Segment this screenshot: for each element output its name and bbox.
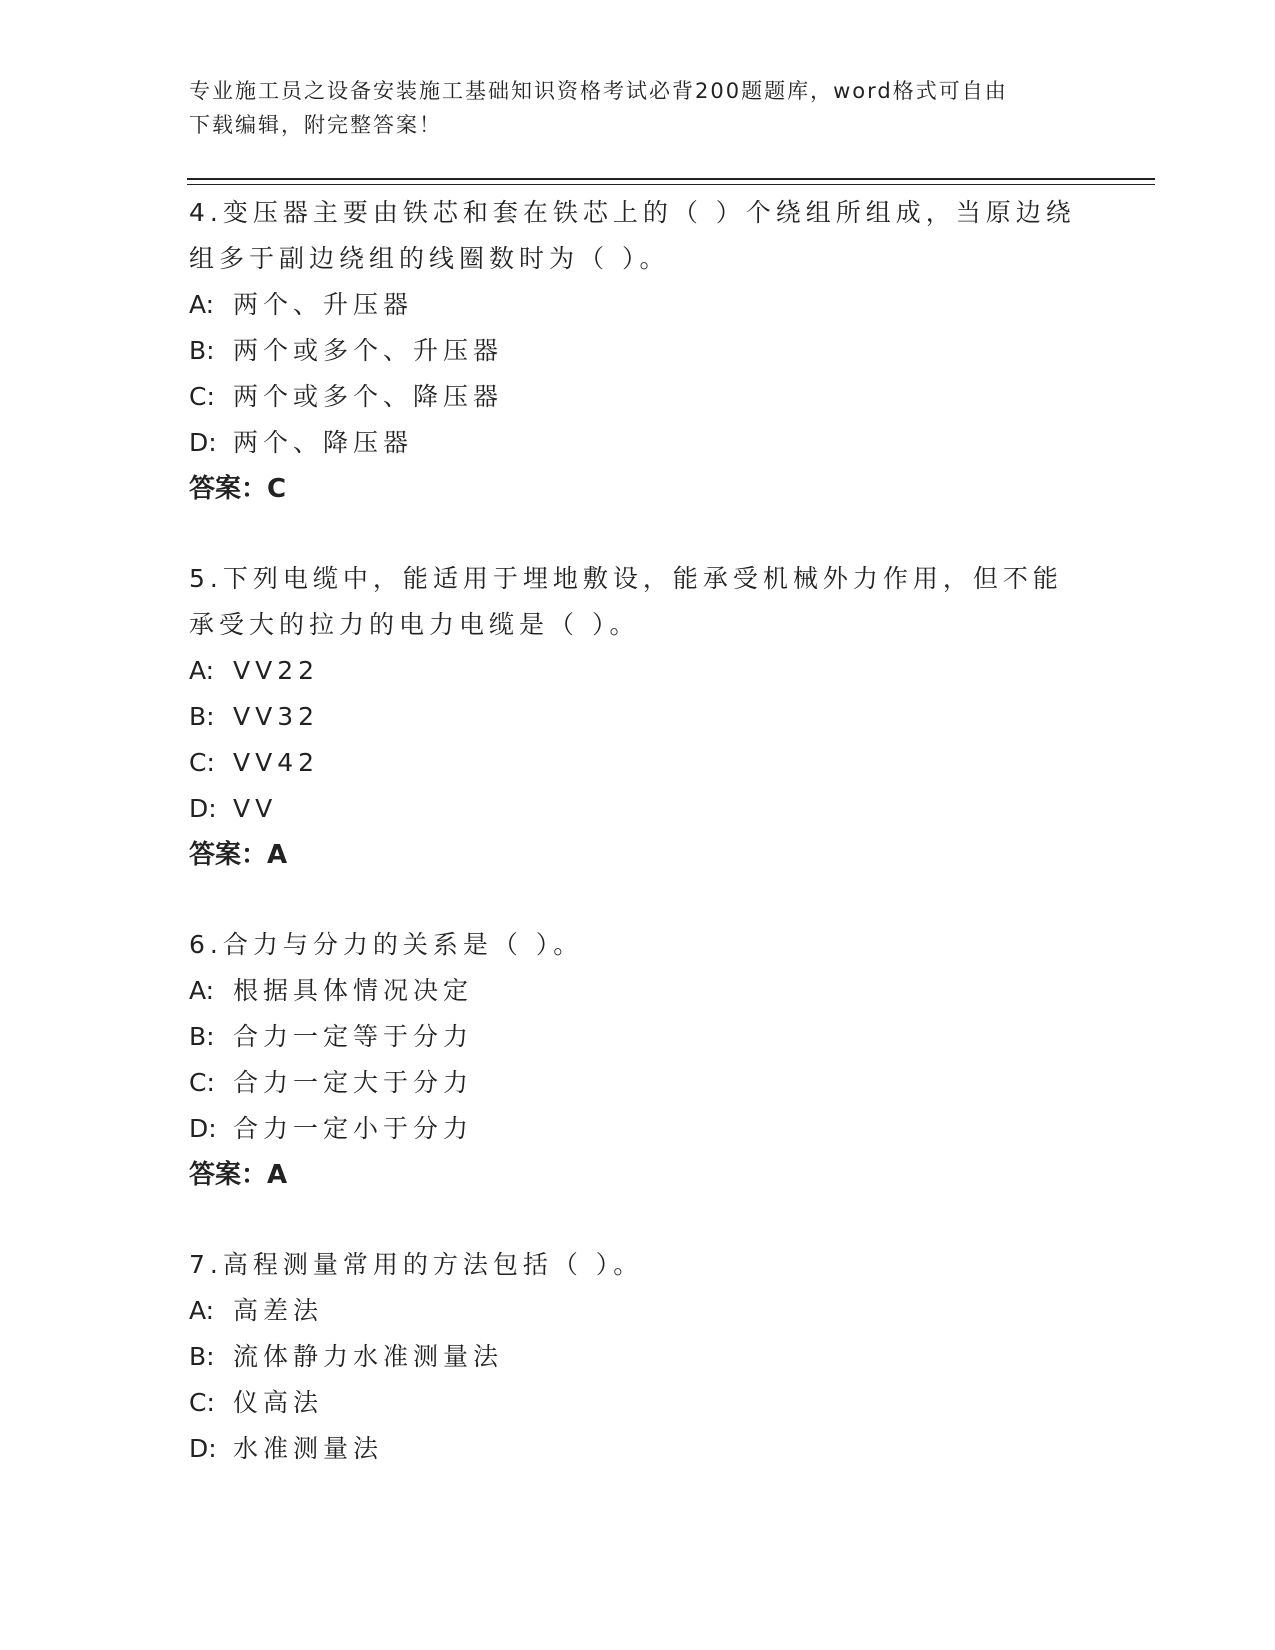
option-letter: D: (189, 428, 217, 457)
question-4 (189, 190, 1089, 512)
question-text (189, 556, 1089, 648)
option-a (189, 1288, 1089, 1334)
option-text: 合力一定小于分力 (233, 1114, 474, 1143)
option-letter: B: (189, 336, 215, 365)
option-letter: D: (189, 794, 217, 823)
question-number: 4. (189, 198, 223, 227)
header-rule-thin (187, 184, 1155, 185)
option-d (189, 786, 1089, 832)
option-text: 两个、降压器 (233, 428, 414, 457)
option-d (189, 420, 1089, 466)
option-c (189, 1380, 1089, 1426)
question-list (189, 190, 1089, 1516)
option-a (189, 648, 1089, 694)
question-number: 5. (189, 564, 223, 593)
option-a (189, 968, 1089, 1014)
option-text: 高差法 (233, 1296, 324, 1325)
answer: 答案：A (189, 840, 288, 870)
document-header (189, 74, 1069, 142)
option-text: VV22 (233, 656, 320, 685)
option-d (189, 1426, 1089, 1472)
option-letter: C: (189, 1388, 215, 1417)
option-text: 合力一定等于分力 (233, 1022, 474, 1051)
option-letter: A: (189, 1296, 215, 1325)
option-c (189, 374, 1089, 420)
header-rule-thick (187, 178, 1155, 180)
option-a (189, 282, 1089, 328)
question-body: 变压器主要由铁芯和套在铁芯上的（ ）个绕组所组成，当原边绕组多于副边绕组的线圈数时为（ ）。 (189, 198, 1076, 273)
question-text (189, 190, 1089, 282)
option-letter: D: (189, 1114, 217, 1143)
question-body: 高程测量常用的方法包括（ ）。 (222, 1250, 644, 1279)
option-b (189, 694, 1089, 740)
option-c (189, 740, 1089, 786)
option-text: 流体静力水准测量法 (233, 1342, 504, 1371)
option-text: VV32 (233, 702, 320, 731)
option-text: 仪高法 (233, 1388, 324, 1417)
option-letter: C: (189, 748, 215, 777)
header-line-1: 专业施工员之设备安装施工基础知识资格考试必背200题题库，word格式可自由 (189, 79, 1008, 103)
question-number: 6. (189, 930, 223, 959)
answer: 答案：C (189, 474, 287, 504)
option-letter: C: (189, 1068, 215, 1097)
option-letter: A: (189, 656, 215, 685)
option-text: 两个、升压器 (233, 290, 414, 319)
option-c (189, 1060, 1089, 1106)
question-6 (189, 922, 1089, 1198)
question-7 (189, 1242, 1089, 1472)
option-letter: C: (189, 382, 215, 411)
option-b (189, 1334, 1089, 1380)
option-text: 合力一定大于分力 (233, 1068, 474, 1097)
option-text: 两个或多个、降压器 (233, 382, 504, 411)
option-d (189, 1106, 1089, 1152)
question-body: 合力与分力的关系是（ ）。 (222, 930, 584, 959)
option-letter: A: (189, 290, 215, 319)
question-body: 下列电缆中，能适用于埋地敷设，能承受机械外力作用，但不能承受大的拉力的电力电缆是（ ）。 (189, 564, 1063, 639)
option-letter: B: (189, 1022, 215, 1051)
option-text: 水准测量法 (233, 1434, 384, 1463)
option-letter: B: (189, 702, 215, 731)
header-line-2: 下载编辑，附完整答案！ (189, 113, 442, 137)
question-5 (189, 556, 1089, 878)
question-text (189, 922, 1089, 968)
question-text (189, 1242, 1089, 1288)
option-letter: A: (189, 976, 215, 1005)
option-text: VV (233, 794, 278, 823)
option-b (189, 328, 1089, 374)
option-b (189, 1014, 1089, 1060)
option-letter: D: (189, 1434, 217, 1463)
question-number: 7. (189, 1250, 223, 1279)
answer: 答案：A (189, 1160, 288, 1190)
option-text: 根据具体情况决定 (233, 976, 474, 1005)
option-text: VV42 (233, 748, 320, 777)
option-text: 两个或多个、升压器 (233, 336, 504, 365)
option-letter: B: (189, 1342, 215, 1371)
